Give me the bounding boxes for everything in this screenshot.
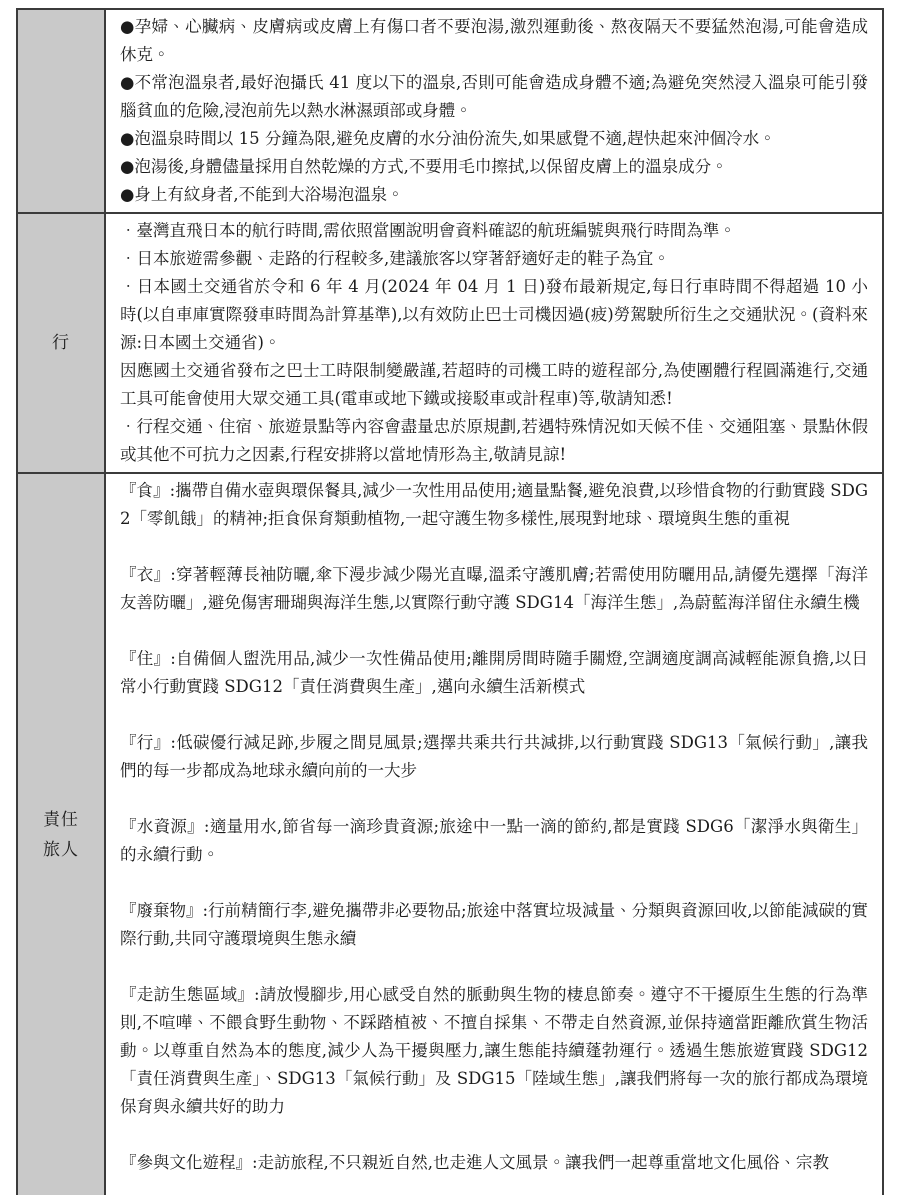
row-header-label: 行 xyxy=(52,333,70,353)
note-paragraph: 因應國土交通省發布之巴士工時限制變嚴謹,若超時的司機工時的遊程部分,為使團體行程圓滿進行,交通工具可能會使用大眾交通工具(電車或地下鐵或接駁車或計程車)等,敬請知悉! xyxy=(120,361,868,408)
row-content-cell-transport xyxy=(105,213,883,473)
table-row-transport xyxy=(17,213,883,473)
note-paragraph: ●不常泡溫泉者,最好泡攝氏 41 度以下的溫泉,否則可能會造成身體不適;為避免突然浸入溫泉可能引發腦貧血的危險,浸泡前先以熱水淋濕頭部或身體。 xyxy=(120,73,868,120)
note-paragraph: ●泡湯後,身體儘量採用自然乾燥的方式,不要用毛巾擦拭,以保留皮膚上的溫泉成分。 xyxy=(120,157,728,176)
itinerary-notes-table xyxy=(16,8,884,1195)
row-header-cell-transport xyxy=(17,213,105,473)
row-content-cell-responsible xyxy=(105,473,883,1195)
note-paragraph: ‧行程交通、住宿、旅遊景點等內容會盡量忠於原規劃,若遇特殊情況如天候不佳、交通阻塞、景點休假或其他不可抗力之因素,行程安排將以當地情形為主,敬請見諒! xyxy=(120,417,868,464)
note-paragraph-lodging: 『住』:自備個人盥洗用品,減少一次性備品使用;離開房間時隨手關燈,空調適度調高減輕能源負擔,以日常小行動實踐 SDG12「責任消費與生產」,邁向永續生活新模式 xyxy=(120,649,868,696)
row-header-label-line1: 責任 xyxy=(43,809,79,830)
note-paragraph: ‧日本國土交通省於令和 6 年 4 月(2024 年 04 月 1 日)發布最新規定,每日行車時間不得超過 10 小時(以自車庫實際發車時間為計算基準),以有效防止巴士司機因過(疲)勞駕駛所衍生之交通狀況。(資料來源:日本國土交通省)。 xyxy=(120,277,868,352)
note-paragraph-travel: 『行』:低碳優行減足跡,步履之間見風景;選擇共乘共行共減排,以行動實踐 SDG13「氣候行動」,讓我們的每一步都成為地球永續向前的一大步 xyxy=(120,733,868,780)
row-content-cell-onsen xyxy=(105,9,883,213)
note-paragraph: ●身上有紋身者,不能到大浴場泡溫泉。 xyxy=(120,185,404,204)
note-paragraph-waste: 『廢棄物』:行前精簡行李,避免攜帶非必要物品;旅途中落實垃圾減量、分類與資源回收,以節能減碳的實際行動,共同守護環境與生態永續 xyxy=(120,901,868,948)
table-body xyxy=(17,9,883,1195)
table-row-responsible-traveler xyxy=(17,473,883,1195)
note-paragraph-food: 『食』:攜帶自備水壺與環保餐具,減少一次性用品使用;適量點餐,避免浪費,以珍惜食物的行動實踐 SDG2「零飢餓」的精神;拒食保育類動植物,一起守護生物多樣性,展現對地球、環境與生態的重視 xyxy=(120,481,868,528)
note-paragraph-clothing: 『衣』:穿著輕薄長袖防曬,傘下漫步減少陽光直曝,溫柔守護肌膚;若需使用防曬用品,請優先選擇「海洋友善防曬」,避免傷害珊瑚與海洋生態,以實際行動守護 SDG14「海洋生態」,為蔚藍海洋留住永續生機 xyxy=(120,565,868,612)
table-row-onsen-notes xyxy=(17,9,883,213)
row-header-cell-empty xyxy=(17,9,105,213)
note-paragraph-water: 『水資源』:適量用水,節省每一滴珍貴資源;旅途中一點一滴的節約,都是實踐 SDG6「潔淨水與衛生」的永續行動。 xyxy=(120,817,868,864)
note-paragraph: ‧臺灣直飛日本的航行時間,需依照當團說明會資料確認的航班編號與飛行時間為準。 xyxy=(120,221,736,240)
note-paragraph: ●孕婦、心臟病、皮膚病或皮膚上有傷口者不要泡湯,激烈運動後、熬夜隔天不要猛然泡湯,可能會造成休克。 xyxy=(120,17,868,64)
note-paragraph: ‧日本旅遊需參觀、走路的行程較多,建議旅客以穿著舒適好走的鞋子為宜。 xyxy=(120,249,670,268)
note-paragraph-ecology: 『走訪生態區域』:請放慢腳步,用心感受自然的脈動與生物的棲息節奏。遵守不干擾原生生態的行為準則,不喧嘩、不餵食野生動物、不踩踏植被、不擅自採集、不帶走自然資源,並保持適當距離欣賞生物活動。以尊重自然為本的態度,減少人為干擾與壓力,讓生態能持續蓬勃運行。透過生態旅遊實踐 SDG12「責任消費與生產」、SDG13「氣候行動」及 SDG15「陸域生態」,讓我們將每一次的旅行都成為環境保育與永續共好的助力 xyxy=(120,985,868,1116)
row-header-label-line2: 旅人 xyxy=(43,839,79,860)
note-paragraph: ●泡溫泉時間以 15 分鐘為限,避免皮膚的水分油份流失,如果感覺不適,趕快起來沖個冷水。 xyxy=(120,129,776,148)
note-paragraph-culture: 『參與文化遊程』:走訪旅程,不只親近自然,也走進人文風景。讓我們一起尊重當地文化風俗、宗教 xyxy=(120,1153,830,1172)
row-header-cell-responsible xyxy=(17,473,105,1195)
